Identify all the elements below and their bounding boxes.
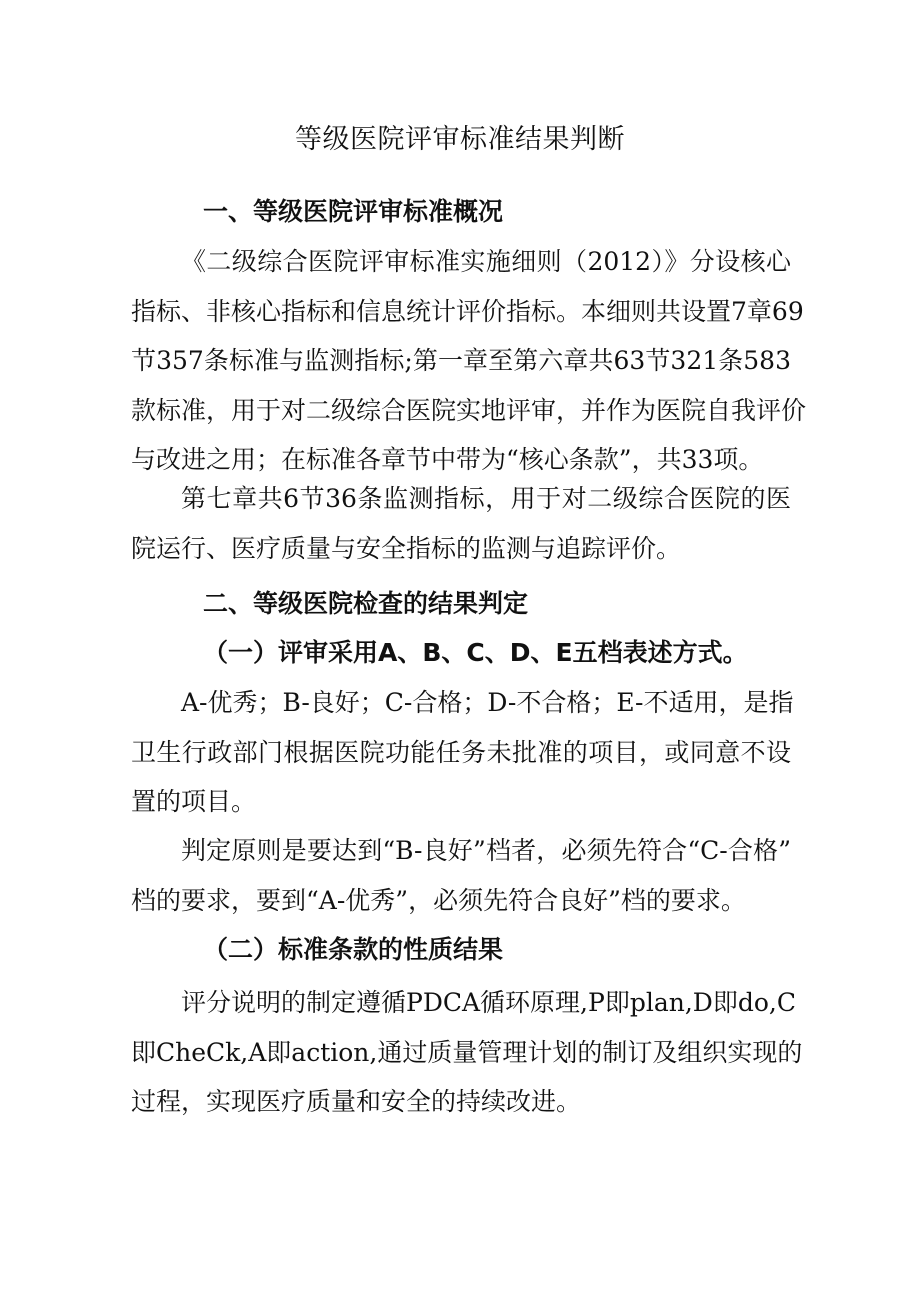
- paragraph-line: A-优秀；B-良好；C-合格；D-不合格；E-不适用，是指: [181, 688, 794, 717]
- document-title: 等级医院评审标准结果判断: [295, 124, 625, 155]
- paragraph-line: 卫生行政部门根据医院功能任务未批准的项目，或同意不设: [131, 737, 791, 767]
- paragraph-line: 置的项目。: [131, 787, 257, 816]
- paragraph-line: 节357条标准与监测指标;第一章至第六章共63节321条583: [131, 346, 791, 375]
- paragraph-line: 院运行、医疗质量与安全指标的监测与追踪评价。: [131, 533, 682, 563]
- subsection-2-heading: （二）标准条款的性质结果: [203, 935, 504, 964]
- paragraph-line: 评分说明的制定遵循PDCA循环原理,P即plan,D即do,C: [181, 988, 796, 1017]
- section-1-paragraph-2: [131, 474, 791, 573]
- section-1-paragraph-1: [131, 237, 807, 485]
- paragraph-line: 第七章共6节36条监测指标，用于对二级综合医院的医: [181, 484, 791, 513]
- paragraph-line: 档的要求，要到“A-优秀”，必须先符合良好”档的要求。: [131, 885, 746, 915]
- paragraph-line: 《二级综合医院评审标准实施细则（2012）》分设核心: [181, 247, 791, 276]
- paragraph-line: 即CheCk,A即action,通过质量管理计划的制订及组织实现的: [131, 1037, 803, 1067]
- paragraph-line: 判定原则是要达到“B-良好”档者，必须先符合“C-合格”: [181, 836, 791, 865]
- paragraph-line: 过程，实现医疗质量和安全的持续改进。: [131, 1087, 582, 1116]
- subsection-1-paragraph-1: [131, 678, 794, 827]
- paragraph-line: 款标准，用于对二级综合医院实地评审，并作为医院自我评价: [131, 395, 807, 425]
- subsection-2-paragraph-1: [131, 978, 803, 1127]
- paragraph-line: 指标、非核心指标和信息统计评价指标。本细则共设置7章69: [131, 296, 804, 326]
- section-2-heading: 二、等级医院检查的结果判定: [203, 589, 529, 618]
- subsection-1-heading: （一）评审采用A、B、C、D、E五档表述方式。: [203, 638, 748, 667]
- section-1-heading: 一、等级医院评审标准概况: [203, 197, 504, 226]
- paragraph-line: 与改进之用；在标准各章节中带为“核心条款”，共33项。: [131, 445, 764, 474]
- subsection-1-paragraph-2: [131, 826, 791, 925]
